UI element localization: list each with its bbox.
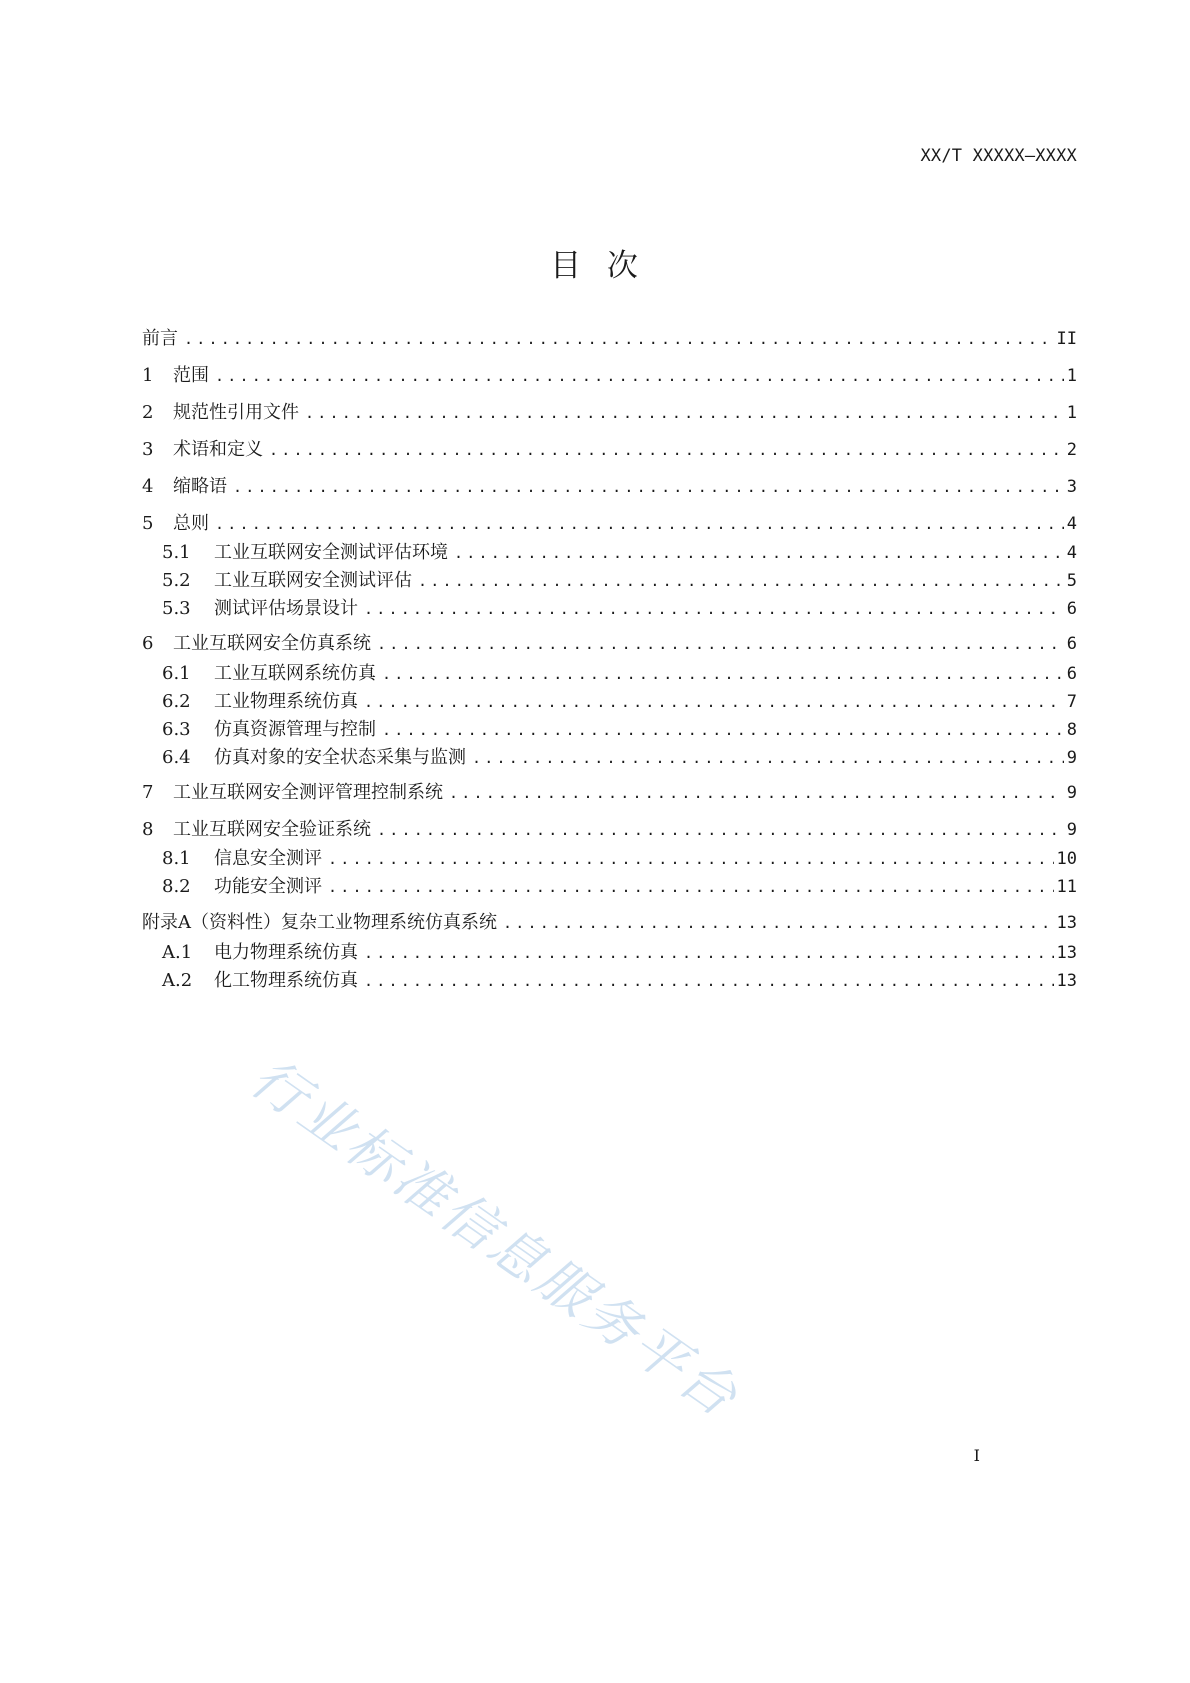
toc-entry-title: 工业物理系统仿真: [214, 691, 358, 712]
toc-dot-leader: [382, 661, 1064, 687]
toc-entry[interactable]: [142, 874, 1077, 900]
toc-entry-page: 1: [1066, 403, 1077, 423]
toc-entry[interactable]: [142, 689, 1077, 715]
toc-entry[interactable]: [142, 968, 1077, 994]
toc-entry[interactable]: [142, 661, 1077, 687]
toc-entry-title: 仿真对象的安全状态采集与监测: [214, 747, 466, 768]
toc-entry-title: 前言: [142, 328, 178, 349]
toc-entry-page: 2: [1066, 440, 1077, 460]
toc-dot-leader: [418, 568, 1064, 594]
toc-entry-title: 仿真资源管理与控制: [214, 719, 376, 740]
toc-entry-number: 6.2: [162, 691, 191, 712]
toc-entry-title: 工业互联网系统仿真: [214, 663, 376, 684]
toc-entry[interactable]: [142, 437, 1077, 463]
toc-entry-page: 9: [1066, 748, 1077, 768]
toc-entry-page: 13: [1056, 913, 1077, 933]
toc-entry-page: 8: [1066, 720, 1077, 740]
toc-entry-title: 信息安全测评: [214, 848, 322, 869]
toc-dot-leader: [233, 474, 1064, 500]
toc-entry-page: 6: [1066, 599, 1077, 619]
page-number: I: [973, 1446, 980, 1465]
toc-entry-number: 8: [142, 819, 154, 840]
toc-dot-leader: [472, 745, 1064, 771]
toc-entry-page: 6: [1066, 664, 1077, 684]
toc-entry[interactable]: [142, 363, 1077, 389]
toc-dot-leader: [215, 511, 1064, 537]
toc-dot-leader: [305, 400, 1064, 426]
toc-entry-title: 功能安全测评: [214, 876, 322, 897]
toc-entry[interactable]: [142, 540, 1077, 566]
toc-entry-number: 6.4: [162, 747, 191, 768]
toc-entry-number: 1: [142, 365, 154, 386]
toc-entry-title: 总则: [173, 513, 209, 534]
toc-entry[interactable]: [142, 631, 1077, 657]
toc-entry-title: 化工物理系统仿真: [214, 970, 358, 991]
toc-entry-title: 缩略语: [173, 476, 227, 497]
toc-entry-title: 电力物理系统仿真: [214, 942, 358, 963]
toc-entry[interactable]: [142, 910, 1077, 936]
toc-entry-page: 7: [1066, 692, 1077, 712]
toc-entry[interactable]: [142, 846, 1077, 872]
toc-dot-leader: [503, 910, 1054, 936]
toc-entry[interactable]: [142, 940, 1077, 966]
toc-entry-number: 3: [142, 439, 154, 460]
toc-entry-page: 5: [1066, 571, 1077, 591]
toc-entry-page: 9: [1066, 820, 1077, 840]
toc-entry-title: 范围: [173, 365, 209, 386]
toc-entry-title: 工业互联网安全测试评估环境: [214, 542, 448, 563]
toc-entry-page: 10: [1056, 849, 1077, 869]
toc-entry-page: 9: [1066, 783, 1077, 803]
toc-entry-number: 6.1: [162, 663, 191, 684]
watermark: 行业标准信息服务平台: [239, 1045, 751, 1431]
toc-entry[interactable]: [142, 596, 1077, 622]
toc-entry-number: 2: [142, 402, 154, 423]
toc-entry-page: 4: [1066, 543, 1077, 563]
toc-dot-leader: [377, 631, 1064, 657]
toc-dot-leader: [364, 596, 1064, 622]
toc-entry-number: A.2: [162, 970, 193, 991]
toc-entry-title: 工业互联网安全测评管理控制系统: [173, 782, 443, 803]
toc-entry[interactable]: [142, 817, 1077, 843]
toc-entry-number: 6: [142, 633, 154, 654]
toc-entry-page: 13: [1056, 971, 1077, 991]
toc-entry-number: 7: [142, 782, 154, 803]
toc-entry-number: 6.3: [162, 719, 191, 740]
toc-dot-leader: [449, 780, 1064, 806]
table-of-contents: [142, 326, 1077, 996]
toc-entry-number: 5: [142, 513, 154, 534]
toc-dot-leader: [377, 817, 1064, 843]
toc-entry[interactable]: [142, 474, 1077, 500]
toc-entry[interactable]: [142, 745, 1077, 771]
toc-dot-leader: [364, 940, 1054, 966]
toc-entry-title: 工业互联网安全测试评估: [214, 570, 412, 591]
toc-entry-number: 8.2: [162, 876, 191, 897]
header-code: XX/T XXXXX—XXXX: [920, 146, 1077, 166]
toc-dot-leader: [364, 689, 1064, 715]
toc-dot-leader: [454, 540, 1064, 566]
toc-entry-title: 规范性引用文件: [173, 402, 299, 423]
toc-entry-title: 测试评估场景设计: [214, 598, 358, 619]
toc-entry-page: 13: [1056, 943, 1077, 963]
toc-entry-number: 5.3: [162, 598, 191, 619]
toc-entry[interactable]: [142, 780, 1077, 806]
toc-dot-leader: [269, 437, 1064, 463]
toc-entry[interactable]: [142, 568, 1077, 594]
toc-dot-leader: [364, 968, 1054, 994]
toc-entry[interactable]: [142, 400, 1077, 426]
toc-entry-title: 附录A（资料性）复杂工业物理系统仿真系统: [142, 912, 497, 933]
toc-entry-page: 6: [1066, 634, 1077, 654]
toc-entry-title: 工业互联网安全仿真系统: [173, 633, 371, 654]
toc-entry[interactable]: [142, 511, 1077, 537]
toc-entry-page: 1: [1066, 366, 1077, 386]
toc-entry[interactable]: [142, 326, 1077, 352]
toc-entry-number: A.1: [162, 942, 193, 963]
toc-entry-title: 工业互联网安全验证系统: [173, 819, 371, 840]
toc-entry-page: II: [1056, 329, 1077, 349]
toc-entry-number: 8.1: [162, 848, 191, 869]
toc-entry-number: 5.1: [162, 542, 191, 563]
toc-entry-title: 术语和定义: [173, 439, 263, 460]
toc-entry-number: 5.2: [162, 570, 191, 591]
toc-dot-leader: [328, 846, 1054, 872]
toc-entry-page: 4: [1066, 514, 1077, 534]
toc-dot-leader: [184, 326, 1054, 352]
toc-entry[interactable]: [142, 717, 1077, 743]
toc-dot-leader: [382, 717, 1064, 743]
toc-dot-leader: [328, 874, 1054, 900]
toc-dot-leader: [215, 363, 1064, 389]
toc-entry-page: 3: [1066, 477, 1077, 497]
toc-entry-number: 4: [142, 476, 154, 497]
page-title: 目 次: [550, 248, 640, 284]
toc-entry-page: 11: [1056, 877, 1077, 897]
